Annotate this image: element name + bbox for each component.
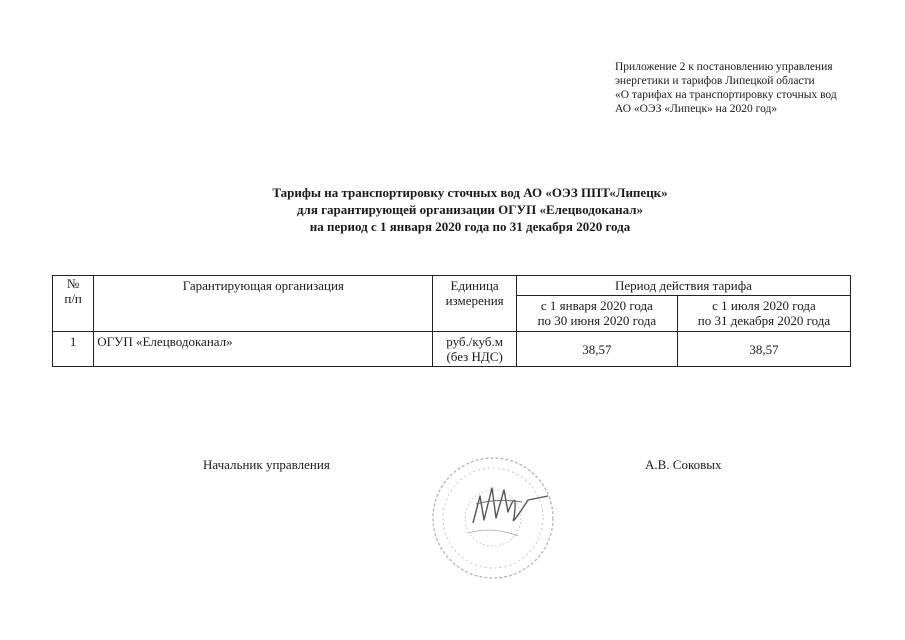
header-period-1-line: по 30 июня 2020 года [537, 313, 657, 328]
header-period-2-line: по 31 декабря 2020 года [697, 313, 831, 328]
header-unit-line: Единица [450, 278, 499, 293]
row-org: ОГУП «Елецводоканал» [94, 332, 433, 367]
stamp-signature-image [418, 438, 568, 588]
appendix-line: Приложение 2 к постановлению управления [615, 61, 833, 73]
header-period-1-line: с 1 января 2020 года [540, 298, 653, 313]
appendix-line: энергетики и тарифов Липецкой области [615, 75, 815, 87]
signatory-name: А.В. Соковых [645, 457, 722, 472]
header-period-2 [677, 296, 850, 332]
row-value-1: 38,57 [516, 332, 677, 367]
header-period-1 [516, 296, 677, 332]
signatory-position: Начальник управления [203, 457, 330, 472]
header-num [53, 276, 94, 332]
appendix-line: «О тарифах на транспортировку сточных вод [615, 89, 837, 101]
row-num: 1 [53, 332, 94, 367]
row-unit [433, 332, 517, 367]
header-period-2-line: с 1 июля 2020 года [712, 298, 816, 313]
row-unit-line: (без НДС) [446, 349, 503, 364]
row-unit-line: руб./куб.м [446, 334, 503, 349]
header-period: Период действия тарифа [516, 276, 850, 296]
header-org: Гарантирующая организация [94, 276, 433, 332]
header-unit-line: измерения [445, 293, 504, 308]
appendix-line: АО «ОЭЗ «Липецк» на 2020 год» [615, 103, 778, 115]
header-unit [433, 276, 517, 332]
appendix-note [615, 60, 900, 116]
row-value-2: 38,57 [677, 332, 850, 367]
header-num-line: п/п [64, 291, 82, 306]
tariff-table [52, 275, 851, 367]
table-row [53, 332, 851, 367]
header-num-line: № [66, 276, 80, 291]
title-line: Тарифы на транспортировку сточных вод АО «ОЭЗ ППТ«Липецк» [272, 185, 668, 200]
table-header-row [53, 276, 851, 296]
document-title [150, 184, 790, 235]
title-line: для гарантирующей организации ОГУП «Елецводоканал» [296, 202, 644, 217]
title-line: на период с 1 января 2020 года по 31 декабря 2020 года [309, 219, 631, 234]
